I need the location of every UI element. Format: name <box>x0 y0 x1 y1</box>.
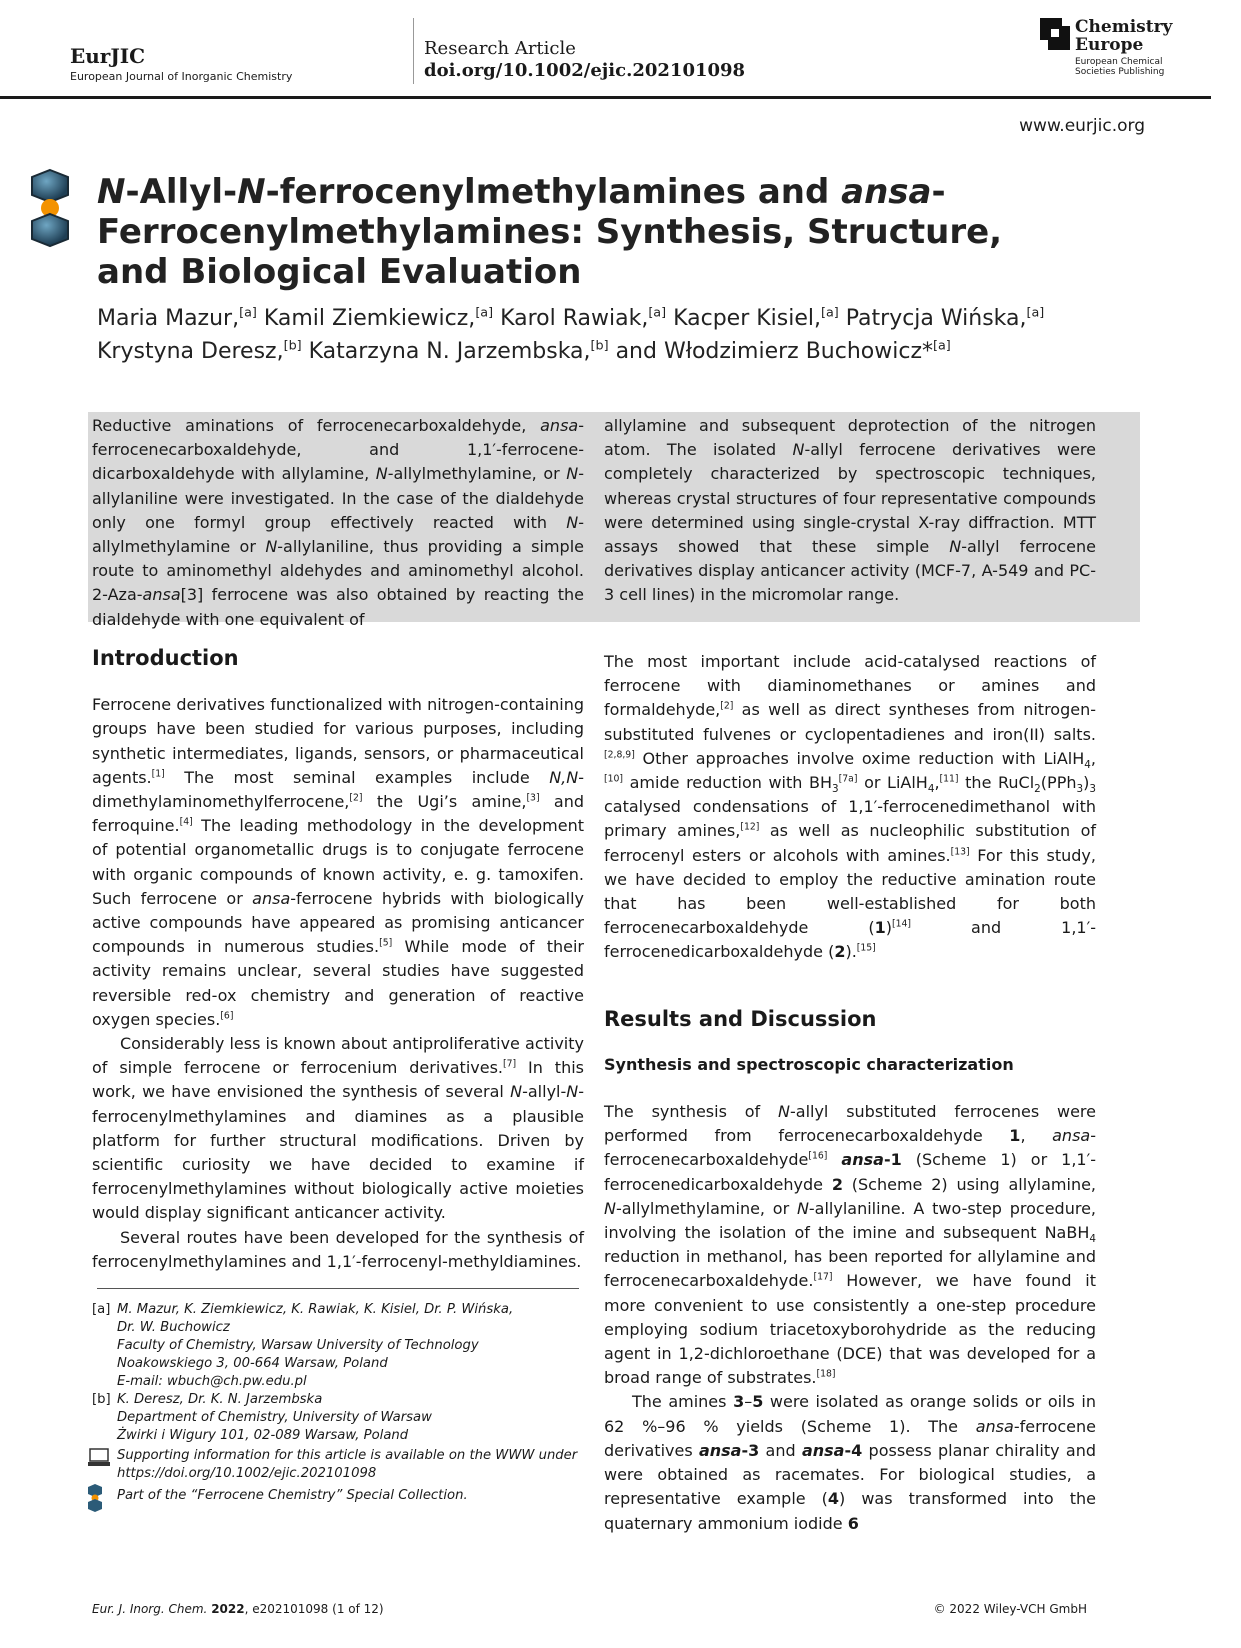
footnote-line: Faculty of Chemistry, Warsaw University of Technology <box>117 1338 479 1353</box>
abstract-text: ansa <box>540 416 579 435</box>
title-part: -Ferrocenylmethylamines: Synthesis, Structure, and Biological Evaluation <box>97 172 1003 292</box>
email-link[interactable]: E-mail: wbuch@ch.pw.edu.pl <box>117 1374 307 1389</box>
publisher-name-line-2: Europe <box>1075 35 1144 55</box>
body-text: Other approaches involve oxime reduction with LiAlH <box>634 748 1085 768</box>
citation[interactable]: [15] <box>856 943 876 955</box>
body-text: The most seminal examples include <box>164 767 550 787</box>
body-text: as well as direct syntheses from nitrogen-substituted fulvenes or cyclopentadienes and iron(II) salts. <box>604 700 1096 744</box>
body-text: were isolated as orange solids or oils in 62 %–96 % yields (Scheme 1). The <box>604 1392 1096 1436</box>
subsection-heading-synthesis: Synthesis and spectroscopic characterization <box>604 1054 1014 1074</box>
affiliation-mark: [a] <box>933 338 951 354</box>
body-text: N <box>566 1082 579 1102</box>
publisher-sub-line-1: European Chemical <box>1075 57 1163 67</box>
citation[interactable]: [16] <box>808 1151 828 1163</box>
citation[interactable]: [5] <box>379 937 393 949</box>
compound-number: 1 <box>874 918 886 938</box>
affiliation-mark: [a] <box>1026 305 1045 321</box>
body-text: the RuCl <box>958 773 1035 793</box>
supporting-info-note <box>92 1447 582 1483</box>
footnote-line: Part of the “Ferrocene Chemistry” Special Collection. <box>117 1488 468 1503</box>
header-divider <box>413 18 414 84</box>
body-text: , <box>1090 748 1096 768</box>
abstract-text: N <box>265 537 278 557</box>
affiliation-tag: [a] <box>92 1302 111 1317</box>
subscript: 3 <box>1076 783 1084 796</box>
author: Kamil Ziemkiewicz, <box>256 306 476 331</box>
abstract-left-column <box>92 414 584 632</box>
ferrocene-molecule-icon <box>28 168 72 248</box>
abstract-text: -allyl ferrocene derivatives were completely characterized by spectroscopic techniques, whereas crystal structures of four representative compounds were determined using single-crystal X-ray diffraction. MTT assays showed that these simple <box>604 440 1097 557</box>
body-text: -allyl substituted ferrocenes were performed from ferrocenecarboxaldehyde <box>604 1102 1096 1146</box>
author: Krystyna Deresz, <box>97 339 284 364</box>
abstract-text: -allylaniline, thus providing a simple route to aminomethyl aldehydes and aminomethyl alcohol. 2-Aza- <box>92 537 584 605</box>
abstract-text: N <box>375 464 388 484</box>
title-part: -Allyl- <box>125 172 238 212</box>
supporting-info-link[interactable]: https://doi.org/10.1002/ejic.202101098 <box>117 1466 377 1481</box>
body-text: possess planar chirality and were obtained as racemates. For biological studies, a representative example ( <box>604 1440 1097 1509</box>
body-text: – <box>744 1392 753 1412</box>
footnote-line: Żwirki i Wigury 101, 02-089 Warsaw, Poland <box>117 1428 409 1443</box>
citation[interactable]: [12] <box>740 822 760 834</box>
affiliation-mark: [b] <box>283 338 302 354</box>
body-text: Considerably less is known about antiproliferative activity of simple ferrocene or ferrocenium derivatives. <box>92 1034 584 1078</box>
citation[interactable]: [7] <box>503 1058 517 1070</box>
intro-paragraph-2 <box>92 1032 584 1226</box>
compound-number: 1 <box>1009 1126 1021 1146</box>
footnote-line: Department of Chemistry, University of Warsaw <box>117 1410 432 1425</box>
affiliation-b <box>92 1391 582 1445</box>
body-text: (PPh <box>1040 773 1077 793</box>
compound-number: 2 <box>831 1174 843 1194</box>
body-text: -ferrocenylmethylamines and diamines as a plausible platform for further structural modifications. Driven by scientific curiosity we have decided to examine if ferrocenylmethylamines without biologically active moieties would display significant anticancer activity. <box>92 1082 584 1223</box>
title-part: N <box>237 172 266 212</box>
citation[interactable]: [18] <box>816 1368 836 1380</box>
abstract-text: N <box>566 464 579 484</box>
subscript: 3 <box>1089 783 1096 796</box>
footnote-line: Dr. W. Buchowicz <box>117 1320 230 1335</box>
publisher-name <box>1075 18 1172 54</box>
compound-number: 4 <box>827 1489 840 1509</box>
article-title <box>97 172 1047 292</box>
body-text: N <box>796 1198 809 1218</box>
body-text: reduction in methanol, has been reported for allylamine and ferrocenecarboxaldehyde. <box>604 1247 1096 1291</box>
footer-article-id: , e202101098 (1 of 12) <box>244 1602 384 1616</box>
results-paragraph-2 <box>604 1390 1096 1535</box>
abstract-text: -allylaniline were investigated. In the case of the dialdehyde only one formyl group effectively reacted with <box>92 464 585 532</box>
abstract-text: -ferrocenecarboxaldehyde, and 1,1′-ferrocene-dicarboxaldehyde with allylamine, <box>92 416 584 484</box>
footnote-rule <box>97 1288 579 1289</box>
affiliation-mark: [a] <box>475 305 494 321</box>
citation[interactable]: [3] <box>526 792 540 804</box>
publisher-subtitle <box>1075 57 1164 77</box>
body-text: For this study, we have decided to employ the reductive amination route that has been well-established for both ferrocenecarboxaldehyde ( <box>604 845 1096 938</box>
compound-number: 5 <box>752 1392 764 1412</box>
compound-number: ansa <box>841 1150 884 1170</box>
abstract-text: -allylmethylamine or <box>92 512 584 557</box>
compound-number: 3 <box>733 1392 745 1412</box>
journal-website[interactable]: www.eurjic.org <box>1019 116 1145 136</box>
abstract-text: -allylmethylamine, or <box>387 464 567 484</box>
affiliation-mark: [a] <box>821 305 839 321</box>
title-part: ansa <box>841 172 932 212</box>
affiliation-mark: [b] <box>590 338 609 354</box>
body-text: and <box>759 1440 802 1460</box>
body-text: N <box>510 1082 523 1102</box>
body-text: Ferrocene derivatives functionalized with nitrogen-containing groups have been studied for various purposes, including synthetic intermediates, ligands, sensors, or pharmaceutical agents. <box>92 695 584 787</box>
abstract-text: N <box>566 512 579 532</box>
footer-journal: Eur. J. Inorg. Chem. <box>92 1602 208 1616</box>
body-text: N,N <box>549 767 579 787</box>
compound-number: 2 <box>834 942 846 962</box>
footnote-line: Supporting information for this article is available on the WWW under <box>117 1448 578 1463</box>
body-text: ) was transformed into the quaternary ammonium iodide <box>604 1489 1096 1533</box>
results-paragraph-1 <box>604 1100 1096 1390</box>
body-text: The amines <box>632 1392 734 1412</box>
left-body-column <box>92 646 584 1274</box>
body-text: However, we have found it more convenient to use consistently a one-step procedure employing sodium triacetoxyborohydride as the reducing agent in 1,2-dichloroethane (DCE) that was developed for a broad range of substrates. <box>604 1271 1096 1388</box>
intro-paragraph-1 <box>92 693 584 1032</box>
body-text: amide reduction with BH <box>623 773 833 793</box>
special-collection-note <box>92 1487 582 1505</box>
intro-paragraph-4 <box>604 650 1096 965</box>
body-text: -allylaniline. A two-step procedure, involving the isolation of the imine and subsequent NaBH <box>604 1198 1096 1243</box>
page-footer-copyright: © 2022 Wiley-VCH GmbH <box>933 1602 1087 1616</box>
abstract-text: N <box>949 537 962 557</box>
compound-number: -3 <box>741 1440 760 1460</box>
body-text: -ferrocene hybrids with biologically active compounds have appeared as promising anticancer compounds in numerous studies. <box>92 888 584 957</box>
intro-paragraph-3: Several routes have been developed for the synthesis of ferrocenylmethylamines and 1,1′-ferrocenyl-methyldiamines. <box>92 1227 584 1271</box>
affiliation-mark: [a] <box>239 305 257 321</box>
body-text: ansa <box>975 1416 1014 1436</box>
body-text: -dimethylaminomethylferrocene, <box>92 767 584 812</box>
citation[interactable]: [2,8,9] <box>604 749 635 761</box>
author: Katarzyna N. Jarzembska, <box>301 339 591 364</box>
footnote-line: M. Mazur, K. Ziemkiewicz, K. Rawiak, K. Kisiel, Dr. P. Wińska, <box>117 1302 514 1317</box>
body-text: the Ugi’s amine, <box>362 792 527 812</box>
body-text: ) <box>1083 773 1090 793</box>
subscript: 2 <box>1034 783 1041 796</box>
abstract-text: Reductive aminations of ferrocenecarboxaldehyde, <box>92 416 541 435</box>
citation[interactable]: [13] <box>950 846 970 858</box>
article-type: Research Article <box>424 38 576 59</box>
body-text: In this work, we have envisioned the synthesis of several <box>92 1058 584 1102</box>
publisher-sub-line-2: Societies Publishing <box>1075 67 1165 77</box>
citation[interactable]: [6] <box>220 1010 234 1022</box>
affiliation-footnotes <box>92 1301 582 1505</box>
body-text: -ferrocene derivatives <box>604 1416 1096 1460</box>
citation[interactable]: [4] <box>179 816 193 828</box>
right-body-column <box>604 650 1096 1536</box>
compound-number: -1 <box>883 1150 902 1170</box>
title-part: -ferrocenylmethylamines and <box>265 172 842 212</box>
affiliation-a <box>92 1301 582 1391</box>
ferrocene-collection-icon <box>86 1483 104 1513</box>
affiliation-tag: [b] <box>92 1392 111 1407</box>
journal-full-name: European Journal of Inorganic Chemistry <box>70 70 293 83</box>
body-text: The leading methodology in the development of potential organometallic drugs is to conjugate ferrocene with organic compounds of known activity, e. g. tamoxifen. Such ferrocene or <box>92 816 584 908</box>
body-text: While mode of their activity remains unclear, several studies have suggested reversible red-ox chemistry and generation of reactive oxygen species. <box>92 937 584 1029</box>
footer-year: 2022 <box>211 1602 245 1616</box>
author: and Włodzimierz Buchowicz* <box>608 339 933 364</box>
body-text <box>827 1150 841 1169</box>
body-text: ) <box>885 918 893 938</box>
computer-icon <box>87 1448 111 1468</box>
publisher-name-line-1: Chemistry <box>1075 17 1173 37</box>
body-text: The synthesis of <box>604 1102 779 1122</box>
body-text: The most important include acid-catalysed reactions of ferrocene with diaminomethanes or amines and formaldehyde, <box>604 652 1096 720</box>
doi-link[interactable]: doi.org/10.1002/ejic.202101098 <box>424 60 746 81</box>
citation[interactable]: [7a] <box>838 773 858 785</box>
body-text: or LiAlH <box>857 773 928 793</box>
citation[interactable]: [2] <box>349 792 363 804</box>
body-text: ansa <box>1052 1126 1091 1146</box>
compound-number: ansa <box>698 1440 742 1460</box>
section-heading-results: Results and Discussion <box>604 1006 877 1031</box>
compound-number: 6 <box>847 1513 859 1533</box>
author: Kacper Kisiel, <box>666 306 821 331</box>
body-text: , <box>1020 1126 1053 1146</box>
compound-number: -4 <box>844 1440 863 1460</box>
citation[interactable]: [2] <box>720 701 734 713</box>
citation[interactable]: [1] <box>151 768 165 780</box>
body-text: and ferroquine. <box>92 792 585 836</box>
abstract-box <box>88 412 1140 629</box>
body-text: (Scheme 2) using allylamine, <box>842 1174 1097 1194</box>
body-text: -ferrocenecarboxaldehyde <box>604 1126 1096 1170</box>
author: Karol Rawiak, <box>493 306 649 331</box>
subscript: 4 <box>1089 1233 1096 1246</box>
page-footer-citation <box>92 1602 384 1616</box>
body-text: , <box>934 773 940 793</box>
header-rule <box>0 96 1211 99</box>
citation[interactable]: [10] <box>604 773 624 785</box>
body-text: (Scheme 1) or 1,1′-ferrocenedicarboxaldehyde <box>604 1150 1096 1194</box>
footnote-line: K. Deresz, Dr. K. N. Jarzembska <box>117 1392 323 1407</box>
body-text: as well as nucleophilic substitution of ferrocenyl esters or alcohols with amines. <box>604 821 1096 865</box>
footnote-line: Noakowskiego 3, 00-664 Warsaw, Poland <box>117 1356 388 1371</box>
body-text: N <box>604 1198 616 1218</box>
abstract-text: -allyl ferrocene derivatives display anticancer activity (MCF-7, A-549 and PC-3 cell lines) in the micromolar range. <box>604 537 1096 605</box>
citation[interactable]: [11] <box>939 773 959 785</box>
section-heading-introduction: Introduction <box>92 646 239 670</box>
journal-abbreviation: EurJIC <box>70 44 146 68</box>
affiliation-mark: [a] <box>648 305 667 321</box>
body-text: -allylmethylamine, or <box>615 1198 797 1218</box>
abstract-right-column <box>604 414 1096 608</box>
author: Maria Mazur, <box>97 306 240 331</box>
author-list <box>97 302 1097 368</box>
subscript: 4 <box>927 783 935 796</box>
body-text: -allyl- <box>522 1082 567 1102</box>
author: Patrycja Wińska, <box>838 306 1027 331</box>
citation[interactable]: [14] <box>892 918 912 930</box>
body-text: ansa <box>252 888 291 908</box>
citation[interactable]: [17] <box>813 1272 833 1284</box>
abstract-text: ansa <box>142 585 181 605</box>
body-text: and 1,1′-ferrocenedicarboxaldehyde ( <box>604 918 1097 962</box>
abstract-text: N <box>792 440 805 460</box>
abstract-text: [3] ferrocene was also obtained by reacting the dialdehyde with one equivalent of <box>92 585 584 629</box>
title-part: N <box>97 172 126 212</box>
compound-number: ansa <box>801 1440 845 1460</box>
subscript: 3 <box>832 783 839 796</box>
body-text: catalysed condensations of 1,1′-ferrocenedimethanol with primary amines, <box>604 797 1096 841</box>
body-text: ). <box>845 942 857 962</box>
abstract-text: allylamine and subsequent deprotection of the nitrogen atom. The isolated <box>604 416 1096 460</box>
body-text: N <box>778 1102 790 1122</box>
chemistry-europe-logo-icon <box>1040 18 1070 50</box>
subscript: 4 <box>1084 759 1091 771</box>
